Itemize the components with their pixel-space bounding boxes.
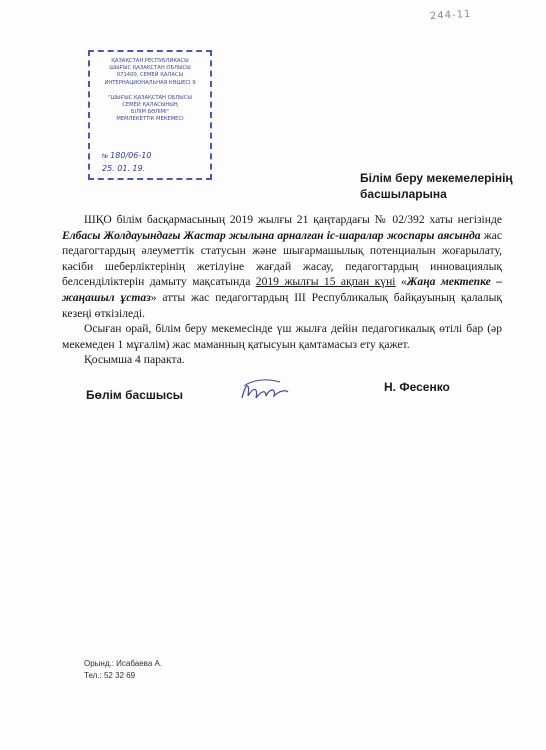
reg-number: 180/06-10	[110, 151, 152, 160]
stamp-line: 071400, СЕМЕЙ ҚАЛАСЫ	[116, 72, 184, 79]
footer	[84, 658, 162, 682]
signatory-name: Н. Фесенко	[384, 380, 450, 394]
stamp-block-1	[90, 58, 210, 87]
stamp-line: СЕМЕЙ ҚАЛАСЫНЫҢ	[122, 102, 178, 109]
stamp-line: БІЛІМ БӨЛІМІ"	[130, 109, 170, 116]
signature-scribble	[236, 376, 296, 406]
signature-row	[86, 380, 506, 420]
emphasis-text: Елбасы Жолдауындағы Жастар жылына арналған іс-шаралар жоспары аясында	[62, 228, 481, 242]
stamp-registration	[102, 150, 212, 176]
signatory-title: Бөлім басшысы	[86, 388, 184, 402]
text-run: жас педагогтардың әлеуметтік статусын және шығармашылық потенциалын жоғарылату, кәсіби шеберліктерінің жетілуіне жағдай жасау, педагогтардың инновациялық белсенділіктерін дамыту мақсатында	[62, 228, 502, 289]
paragraph-1	[62, 212, 502, 321]
text-run: «	[395, 275, 407, 289]
reg-prefix: №	[102, 153, 109, 160]
stamp-line: ИНТЕРНАЦИОНАЛЬНАЯ КӨШЕСІ 9	[104, 79, 196, 86]
contest-title: Жаңа мектепке – жаңашыл ұстаз	[62, 275, 502, 304]
stamp-line: ҚАЗАҚСТАН РЕСПУБЛИКАСЫ	[111, 58, 189, 64]
executor-line: Орынд.: Исабаева А.	[84, 659, 163, 668]
stamp-line: ШЫҒЫС ҚАЗАҚСТАН ОБЛЫСЫ	[109, 65, 191, 72]
stamp-line: МЕМЛЕКЕТТІК МЕКЕМЕСІ	[116, 116, 184, 123]
phone-line: Тел.: 52 32 69	[84, 671, 136, 680]
stamp-block-2	[90, 95, 210, 124]
text-run: ШҚО білім басқармасының 2019 жылғы 21 қаңтардағы № 02/392 хаты негізінде	[84, 213, 502, 226]
letter-body	[62, 212, 502, 368]
paragraph-3: Қосымша 4 паракта.	[84, 353, 185, 367]
registration-stamp	[88, 50, 212, 180]
addressee: Білім беру мекемелерінің басшыларына	[360, 171, 513, 201]
reg-date: 25. 01. 19.	[102, 164, 146, 173]
handwritten-number: 244-11	[429, 8, 472, 23]
paragraph-2: Осыған орай, білім беру мекемесінде үш жылға дейін педагогикалық өтілі бар (әр мекемеден 1 мұғалім) жас маманның қатысуын қамтамасыз ету қажет.	[62, 322, 502, 351]
stamp-line: "ШЫҒЫС ҚАЗАҚСТАН ОБЛЫСЫ	[108, 94, 192, 101]
text-run: » атты жас педагогтардың ІІІ Республикалық байқауының қалалық кезеңі өткізіледі.	[62, 290, 502, 320]
underlined-date: 2019 жылғы 15 ақпан күні	[255, 275, 396, 289]
